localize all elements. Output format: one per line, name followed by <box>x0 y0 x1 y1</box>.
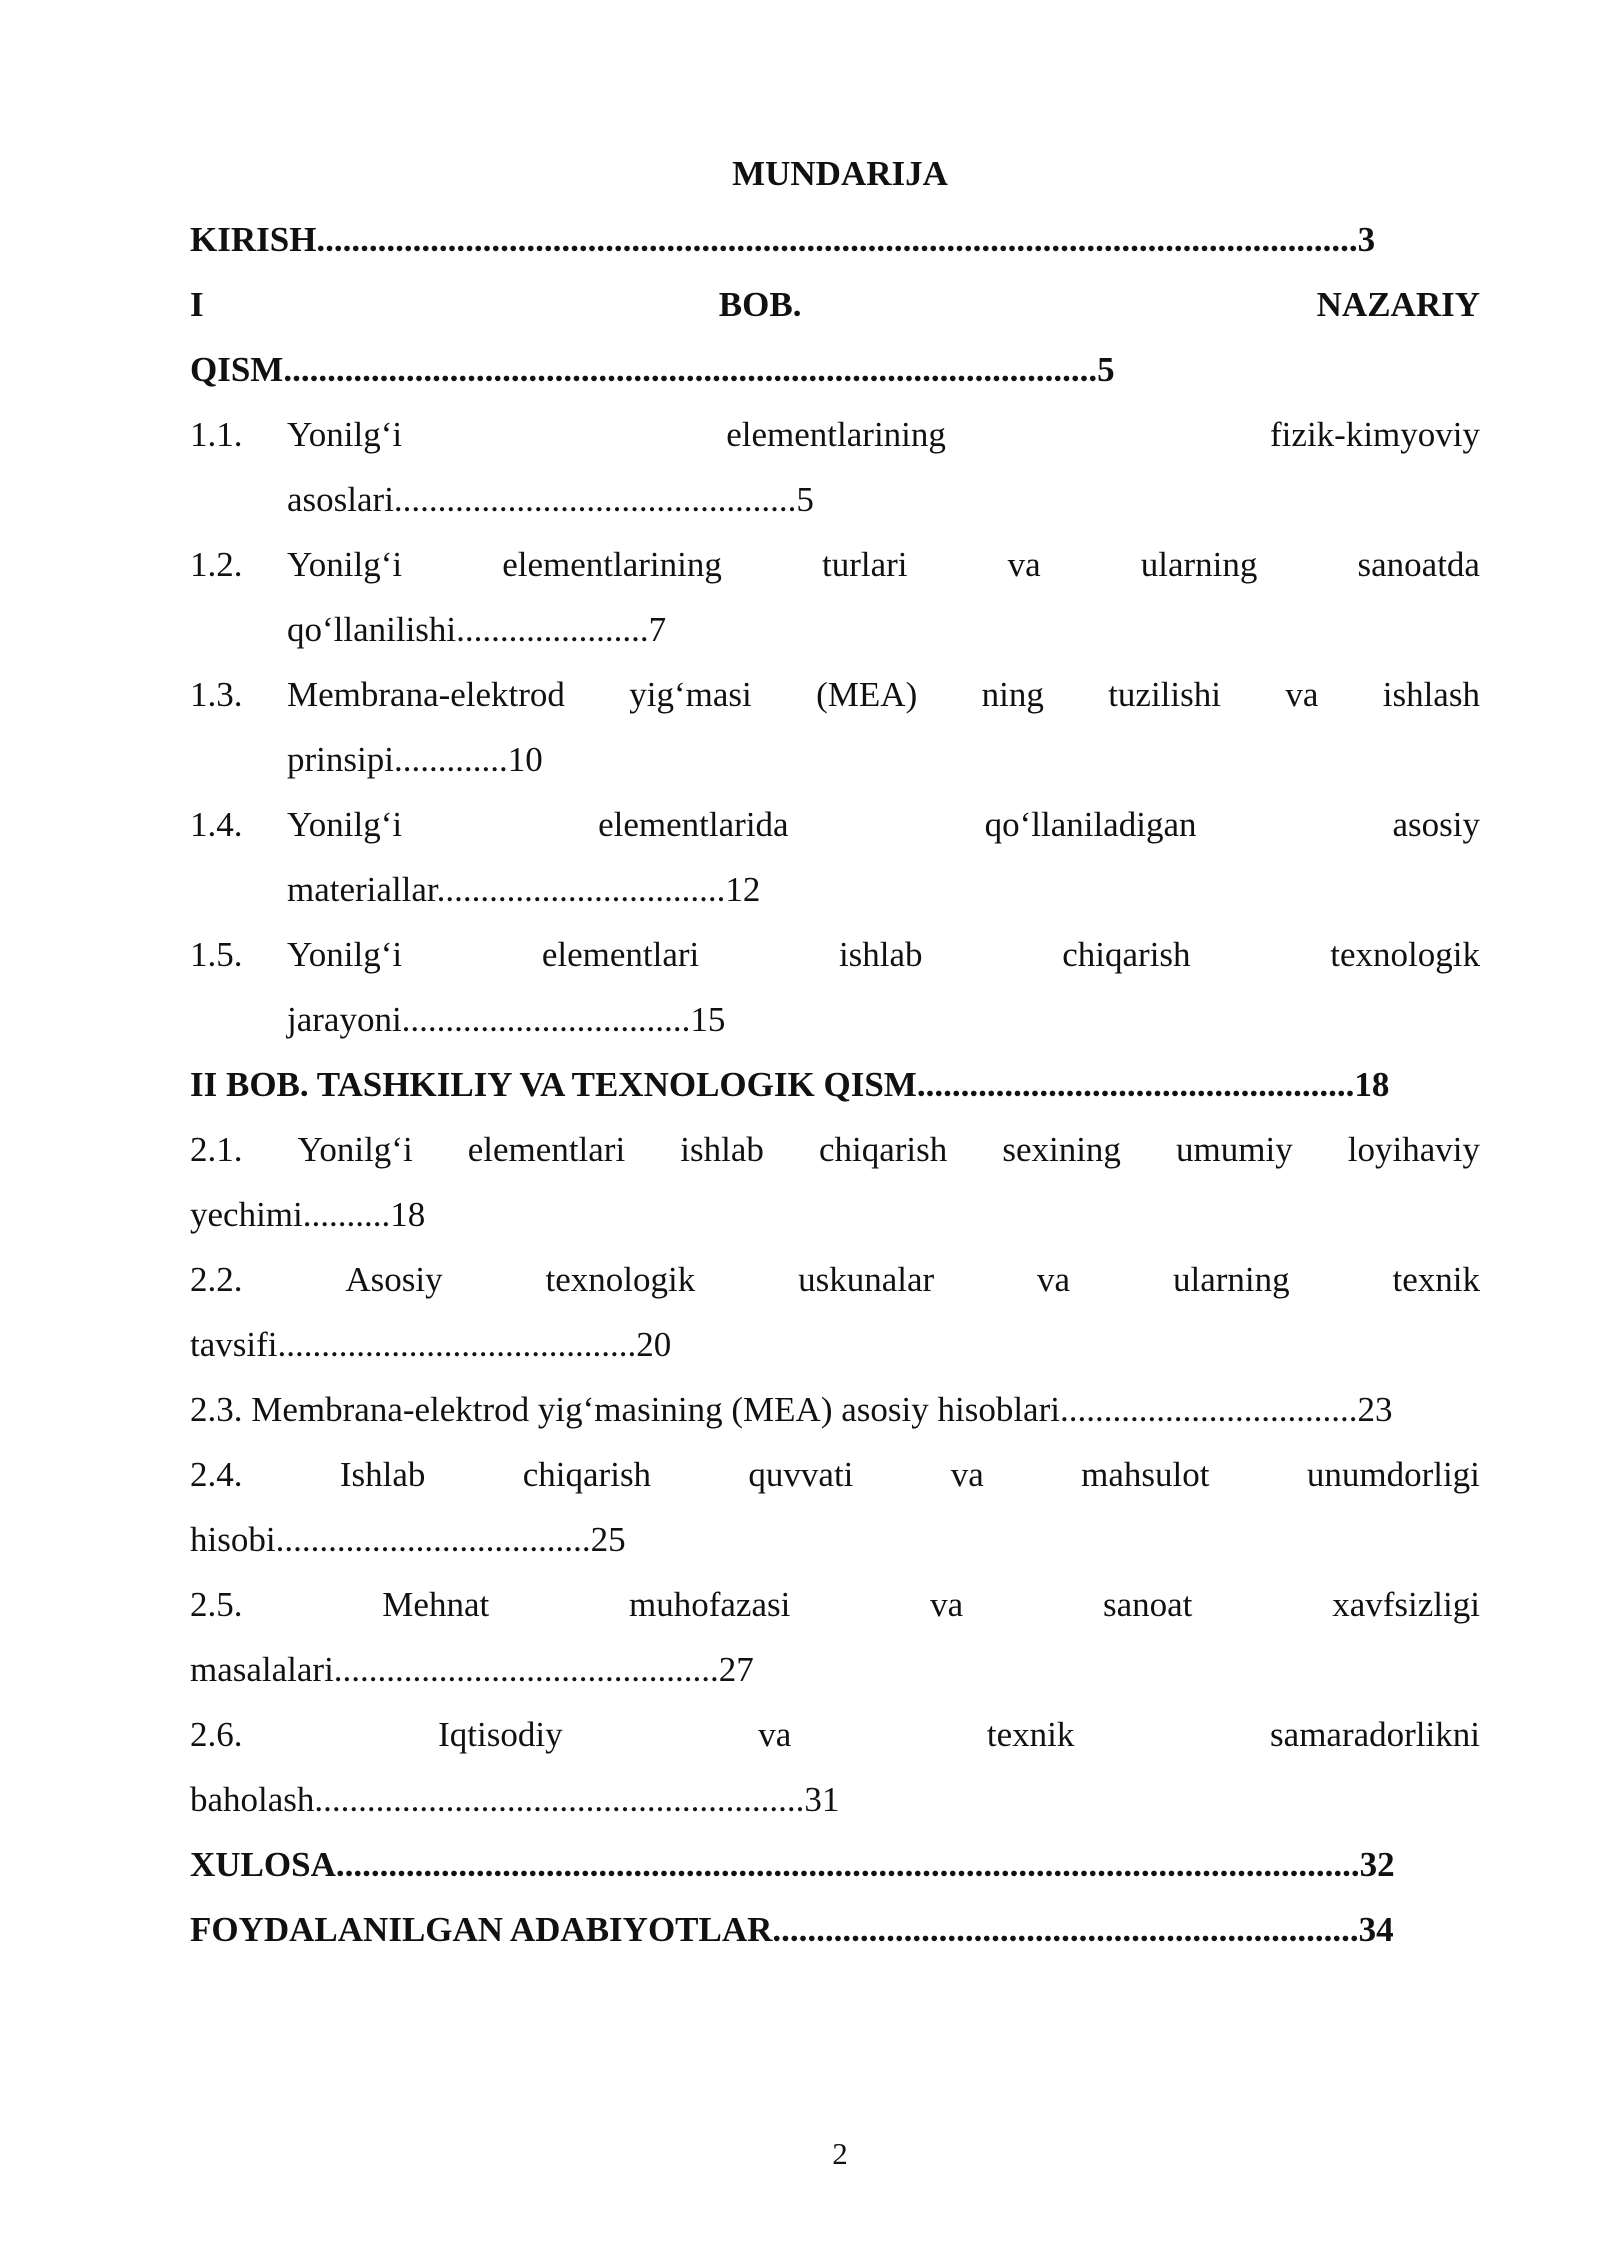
toc-word: ishlab <box>680 1130 764 1169</box>
section-number: 1.3. <box>190 675 243 714</box>
toc-word: chiqarish <box>522 1455 652 1494</box>
toc-entry-xulosa: XULOSA.....................................................................................................................32 <box>190 1845 1395 1884</box>
toc-word: Yonilg‘i <box>297 1130 413 1169</box>
toc-word: 2.2. <box>190 1260 243 1299</box>
toc-entry-2-5-cont: masalalari............................................27 <box>190 1650 754 1689</box>
toc-word: sanoatda <box>1357 545 1480 584</box>
toc-entry-bob2: II BOB. TASHKILIY VA TEXNOLOGIK QISM..................................................18 <box>190 1065 1390 1104</box>
toc-word: ishlash <box>1382 675 1480 714</box>
toc-entry-1-3 <box>287 673 1480 717</box>
toc-word: BOB. <box>718 285 802 324</box>
toc-entry-bob1-cont: QISM.............................................................................................5 <box>190 350 1115 389</box>
toc-word: texnologik <box>545 1260 696 1299</box>
toc-entry-bob1 <box>190 283 1480 327</box>
toc-entry-adabiyotlar: FOYDALANILGAN ADABIYOTLAR...................................................................34 <box>190 1910 1394 1949</box>
toc-word: Iqtisodiy <box>438 1715 563 1754</box>
toc-word: ning <box>981 675 1044 714</box>
toc-word: elementlari <box>467 1130 626 1169</box>
toc-entry-2-4 <box>190 1453 1480 1497</box>
toc-entry-1-5 <box>287 933 1480 977</box>
toc-entry-2-4-cont: hisobi....................................25 <box>190 1520 626 1559</box>
toc-word: va <box>950 1455 984 1494</box>
toc-word: yig‘masi <box>629 675 752 714</box>
toc-word: ularning <box>1140 545 1258 584</box>
toc-entry-kirish: KIRISH.......................................................................................................................3 <box>190 220 1376 259</box>
toc-word: elementlarining <box>726 415 946 454</box>
toc-word: tuzilishi <box>1108 675 1221 714</box>
toc-entry-2-1 <box>190 1128 1480 1172</box>
toc-word: asosiy <box>1392 805 1480 844</box>
toc-entry-2-6 <box>190 1713 1480 1757</box>
toc-entry-1-5-cont: jarayoni.................................15 <box>287 1000 726 1039</box>
toc-word: uskunalar <box>798 1260 935 1299</box>
toc-word: Ishlab <box>339 1455 426 1494</box>
toc-word: chiqarish <box>1062 935 1191 974</box>
toc-word: sexining <box>1002 1130 1121 1169</box>
toc-entry-2-2 <box>190 1258 1480 1302</box>
toc-entry-1-3-cont: prinsipi.............10 <box>287 740 543 779</box>
toc-entry-1-4 <box>287 803 1480 847</box>
toc-word: texnologik <box>1330 935 1480 974</box>
page-title: MUNDARIJA <box>732 154 948 193</box>
toc-word: muhofazasi <box>629 1585 791 1624</box>
section-number: 1.2. <box>190 545 243 584</box>
toc-word: umumiy <box>1176 1130 1293 1169</box>
toc-word: NAZARIY <box>1316 285 1480 324</box>
toc-word: va <box>1285 675 1319 714</box>
toc-word: Yonilg‘i <box>287 935 403 974</box>
toc-word: va <box>758 1715 792 1754</box>
toc-word: chiqarish <box>818 1130 948 1169</box>
toc-word: (MEA) <box>816 675 918 714</box>
toc-word: fizik-kimyoviy <box>1270 415 1480 454</box>
toc-entry-1-1-cont: asoslari..............................................5 <box>287 480 814 519</box>
toc-word: Yonilg‘i <box>287 805 403 844</box>
toc-word: samaradorlikni <box>1270 1715 1480 1754</box>
toc-entry-1-4-cont: materiallar.................................12 <box>287 870 761 909</box>
toc-entry-2-2-cont: tavsifi.........................................20 <box>190 1325 672 1364</box>
toc-word: 2.1. <box>190 1130 243 1169</box>
toc-entry-2-3: 2.3. Membrana-elektrod yig‘masining (MEA) asosiy hisoblari..................................23 <box>190 1390 1393 1429</box>
toc-word: elementlarida <box>598 805 789 844</box>
toc-word: ishlab <box>838 935 923 974</box>
toc-word: texnik <box>1392 1260 1480 1299</box>
toc-entry-1-2 <box>287 543 1480 587</box>
toc-word: unumdorligi <box>1306 1455 1480 1494</box>
toc-word: Yonilg‘i <box>287 415 403 454</box>
toc-word: 2.4. <box>190 1455 243 1494</box>
toc-word: loyihaviy <box>1347 1130 1480 1169</box>
toc-word: quvvati <box>748 1455 854 1494</box>
toc-word: I <box>190 285 204 324</box>
toc-word: qo‘llaniladigan <box>984 805 1197 844</box>
toc-word: turlari <box>821 545 908 584</box>
section-number: 1.4. <box>190 805 243 844</box>
toc-entry-1-1 <box>287 413 1480 457</box>
toc-word: ularning <box>1172 1260 1290 1299</box>
section-number: 1.1. <box>190 415 243 454</box>
toc-word: sanoat <box>1102 1585 1193 1624</box>
toc-entry-2-5 <box>190 1583 1480 1627</box>
section-number: 1.5. <box>190 935 243 974</box>
toc-word: 2.6. <box>190 1715 243 1754</box>
toc-word: va <box>1007 545 1041 584</box>
toc-word: Membrana-elektrod <box>287 675 565 714</box>
toc-entry-2-6-cont: baholash........................................................31 <box>190 1780 840 1819</box>
toc-word: xavfsizligi <box>1332 1585 1480 1624</box>
toc-word: 2.5. <box>190 1585 243 1624</box>
page-number: 2 <box>832 2136 848 2171</box>
toc-entry-1-2-cont: qo‘llanilishi......................7 <box>287 610 667 649</box>
toc-entry-2-1-cont: yechimi..........18 <box>190 1195 426 1234</box>
toc-word: elementlarining <box>502 545 722 584</box>
toc-word: va <box>930 1585 964 1624</box>
toc-word: mahsulot <box>1081 1455 1210 1494</box>
toc-word: texnik <box>986 1715 1075 1754</box>
toc-word: Asosiy <box>345 1260 443 1299</box>
toc-word: elementlari <box>541 935 700 974</box>
toc-word: Yonilg‘i <box>287 545 403 584</box>
toc-word: va <box>1037 1260 1071 1299</box>
toc-word: Mehnat <box>382 1585 490 1624</box>
